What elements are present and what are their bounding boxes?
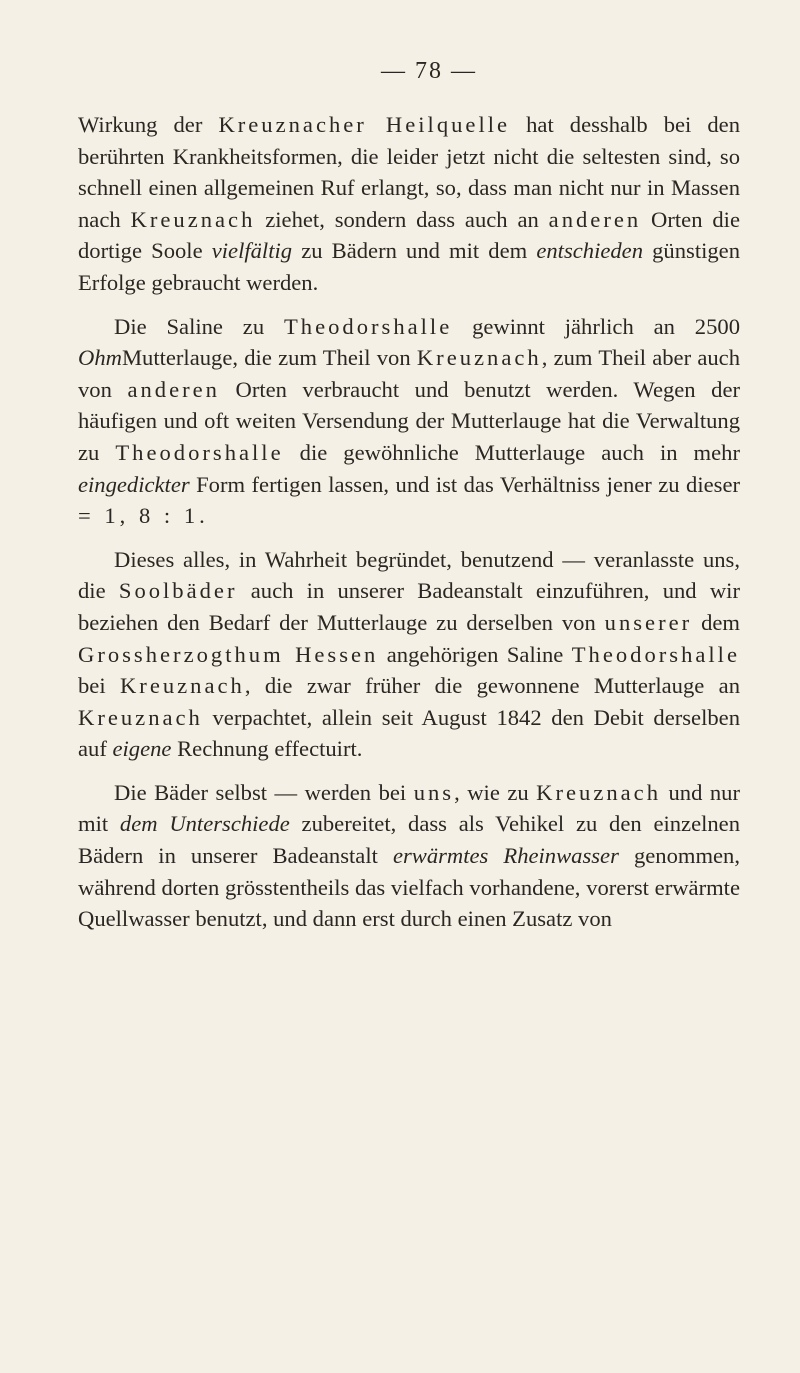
text-segment: anderen [548, 206, 642, 232]
text-segment: Grossherzogthum Hessen [78, 641, 379, 667]
text-segment: genommen, während dorten grösstentheils das vielfach vorhandene, vorerst erwärmte Quellwasser benutzt, und dann erst durch einen Zusatz von [78, 843, 740, 932]
text-segment: entschieden [536, 238, 643, 264]
text-segment: und nur mit [78, 779, 740, 837]
text-segment: eigene [112, 736, 172, 762]
text-segment: Orten die dortige Soole [78, 206, 740, 264]
text-segment: Kreuznach [119, 673, 245, 699]
text-segment: zubereitet, dass als Vehikel zu den einzelnen Bädern in unserer Badeanstalt [78, 811, 741, 869]
text-segment: uns [413, 779, 455, 805]
text-segment: = 1, 8 : 1. [78, 503, 209, 529]
text-segment: Theodorshalle [115, 439, 284, 465]
text-segment: Theodorshalle [571, 641, 740, 667]
text-segment: dem [692, 609, 740, 635]
page-number: — 78 — [381, 58, 477, 84]
text-segment: Kreuznach [130, 206, 256, 232]
text-segment: Die Saline zu [114, 313, 284, 339]
text-segment: Rechnung effectuirt. [171, 736, 363, 762]
text-segment: eingedickter [78, 471, 190, 497]
text-segment: Kreuznach [536, 779, 661, 805]
text-segment: auch in unserer Badeanstalt einzuführen, und wir beziehen den Bedarf der Mutterlauge zu derselben von [78, 578, 740, 635]
paragraph-2 [78, 311, 740, 532]
text-segment: zu Bädern und mit dem [292, 238, 537, 264]
text-segment: dem Unterschiede [119, 811, 290, 837]
text-segment: Die Bäder selbst — werden bei [114, 779, 414, 805]
text-segment: Theodorshalle [284, 313, 453, 339]
text-segment: Ohm [78, 345, 122, 371]
paragraph-4 [78, 777, 740, 935]
text-segment: verpachtet, allein seit August 1842 den Debit derselben auf [78, 704, 740, 762]
text-segment: anderen [127, 376, 220, 402]
text-segment: gewinnt jährlich an 2500 [452, 313, 740, 339]
text-segment: Soolbäder [118, 578, 238, 604]
text-segment: hat desshalb bei den berührten Krankheitsformen, die leider jetzt nicht die seltesten sind, so schnell einen allgemeinen Ruf erlangt, so, dass man nicht nur in Massen nach [78, 112, 741, 232]
text-segment: günstigen Erfolge gebraucht werden. [78, 238, 740, 295]
text-segment: , zum Theil aber auch von [78, 345, 740, 402]
text-segment: , wie zu [454, 779, 537, 805]
text-segment: Mutterlauge, die zum Theil von [121, 345, 417, 371]
paragraph-1 [78, 109, 740, 299]
text-segment: vielfältig [211, 238, 293, 264]
text-segment: ziehet, sondern dass auch an [255, 206, 549, 232]
text-segment: bei [78, 673, 120, 699]
text-segment: erwärmtes Rheinwasser [392, 843, 619, 869]
text-segment: Wirkung der [78, 112, 219, 137]
text-segment: Orten verbraucht und benutzt werden. Wegen der häufigen und oft weiten Versendung der Mutterlauge hat die Verwaltung zu [78, 376, 740, 465]
text-segment: angehörigen Saline [378, 641, 572, 667]
text-segment: die gewöhnliche Mutterlauge auch in mehr [283, 439, 740, 465]
paragraph-3 [78, 544, 740, 765]
text-segment: Form fertigen lassen, und ist das Verhältniss jener zu dieser [189, 471, 740, 497]
text-segment: Kreuznach [78, 704, 203, 730]
text-segment: Dieses alles, in Wahrheit begründet, benutzend — veranlasste uns, die [78, 546, 740, 604]
text-segment: Kreuznach [416, 345, 542, 371]
text-segment: Kreuznacher Heilquelle [218, 112, 511, 137]
text-segment: , die zwar früher die gewonnene Mutterlauge an [244, 673, 740, 699]
text-segment: unserer [604, 609, 693, 635]
